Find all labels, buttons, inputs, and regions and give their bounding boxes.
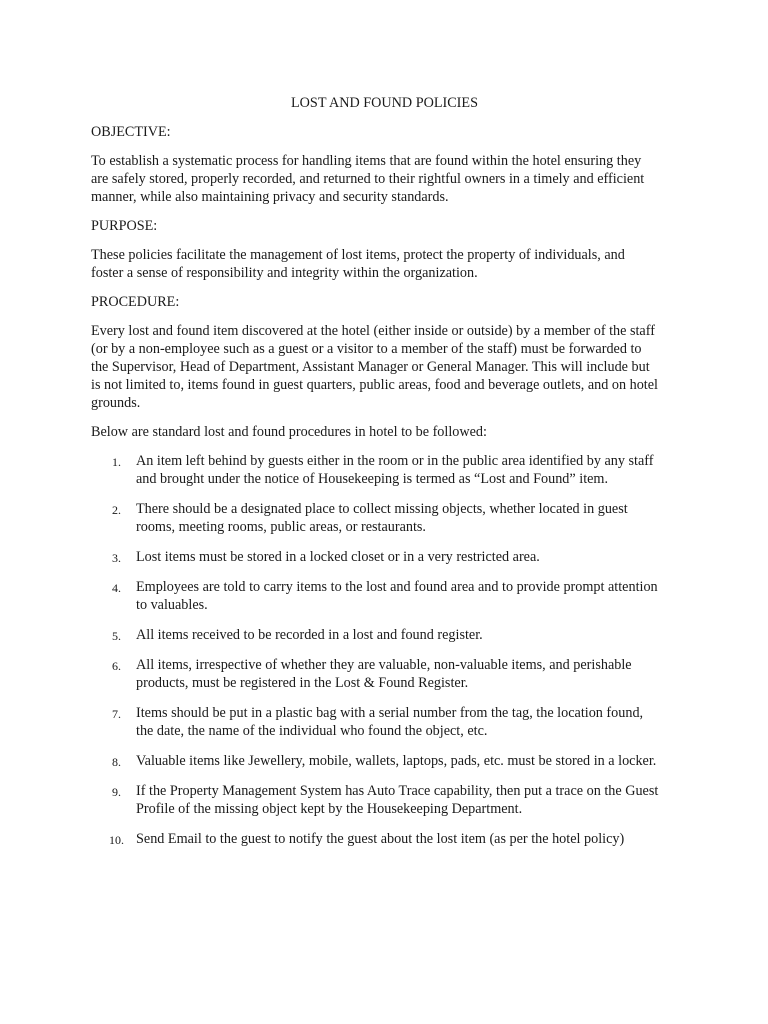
step-text: Valuable items like Jewellery, mobile, wallets, laptops, pads, etc. must be stored in a locker. — [136, 753, 657, 769]
step-number: 9. — [112, 785, 121, 799]
procedure-intro: Below are standard lost and found procedures in hotel to be followed: — [91, 424, 487, 440]
purpose-heading: PURPOSE: — [91, 218, 158, 234]
procedure-step — [91, 830, 660, 848]
purpose-text: These policies facilitate the management of lost items, protect the property of individuals, and foster a sense of responsibility and integrity within the organization. — [91, 247, 625, 281]
procedure-step — [91, 704, 660, 740]
step-number: 5. — [112, 629, 121, 643]
step-number: 8. — [112, 755, 121, 769]
step-number: 10. — [109, 833, 124, 847]
procedure-step — [91, 548, 660, 566]
step-number: 6. — [112, 659, 121, 673]
step-number: 3. — [112, 551, 121, 565]
step-number: 2. — [112, 503, 121, 517]
procedure-step — [91, 578, 660, 614]
step-text: There should be a designated place to collect missing objects, whether located in guest rooms, meeting rooms, public areas, or restaurants. — [136, 501, 628, 535]
procedure-step — [91, 452, 660, 488]
step-number: 4. — [112, 581, 121, 595]
objective-text: To establish a systematic process for handling items that are found within the hotel ensuring they are safely stored, properly recorded, and returned to their rightful owners in a timely and efficient manner, while also maintaining privacy and security standards. — [91, 153, 645, 205]
step-text: Employees are told to carry items to the lost and found area and to provide prompt attention to valuables. — [136, 579, 658, 613]
procedure-steps-list — [91, 452, 660, 848]
step-text: Items should be put in a plastic bag with a serial number from the tag, the location found, the date, the name of the individual who found the object, etc. — [136, 705, 644, 739]
procedure-heading: PROCEDURE: — [91, 294, 180, 310]
procedure-step — [91, 500, 660, 536]
step-text: All items received to be recorded in a lost and found register. — [136, 627, 483, 643]
procedure-step — [91, 626, 660, 644]
step-text: All items, irrespective of whether they are valuable, non-valuable items, and perishable products, must be registered in the Lost & Found Register. — [136, 657, 632, 691]
step-text: An item left behind by guests either in the room or in the public area identified by any staff and brought under the notice of Housekeeping is termed as “Lost and Found” item. — [136, 453, 654, 487]
procedure-step — [91, 752, 660, 770]
step-text: Send Email to the guest to notify the guest about the lost item (as per the hotel policy) — [136, 831, 625, 847]
step-text: Lost items must be stored in a locked closet or in a very restricted area. — [136, 549, 540, 565]
procedure-text: Every lost and found item discovered at the hotel (either inside or outside) by a member of the staff (or by a non-employee such as a guest or a visitor to a member of the staff) must be forwarded to the Supervisor, Head of Department, Assistant Manager or General Manager. This will include but is not limited to, items found in guest quarters, public areas, food and beverage outlets, and on hotel grounds. — [91, 323, 658, 411]
objective-heading: OBJECTIVE: — [91, 124, 171, 140]
step-text: If the Property Management System has Auto Trace capability, then put a trace on the Guest Profile of the missing object kept by the Housekeeping Department. — [136, 783, 659, 817]
procedure-step — [91, 656, 660, 692]
procedure-step — [91, 782, 660, 818]
step-number: 1. — [112, 455, 121, 469]
document-title: LOST AND FOUND POLICIES — [291, 95, 478, 111]
step-number: 7. — [112, 707, 121, 721]
